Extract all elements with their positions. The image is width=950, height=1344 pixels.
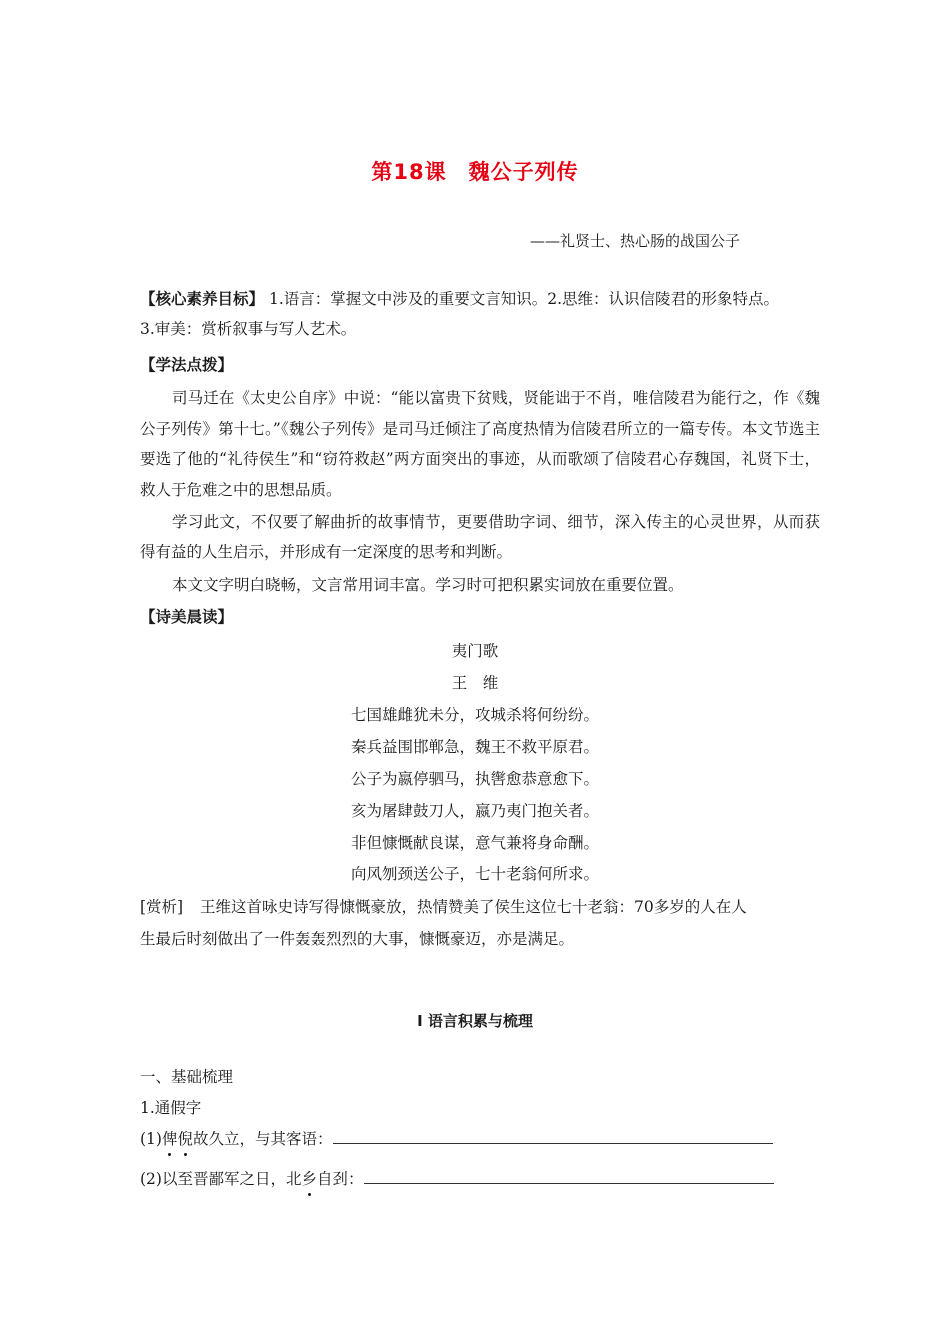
poem-title: 夷门歌 bbox=[451, 642, 499, 660]
method-label: 【学法点拨】 bbox=[140, 356, 234, 374]
poem-section-label: 【诗美晨读】 bbox=[140, 608, 234, 626]
poem-line: 公子为嬴停驷马，执辔愈恭意愈下。 bbox=[350, 770, 599, 788]
answer-blank[interactable] bbox=[333, 1129, 773, 1144]
section-heading: Ⅰ 语言积累与梳理 bbox=[417, 1012, 533, 1030]
exercise-item-1 bbox=[140, 1127, 773, 1149]
poem-author: 王 维 bbox=[451, 674, 499, 692]
poem-line: 亥为屠肆鼓刀人，嬴乃夷门抱关者。 bbox=[350, 802, 599, 820]
poem-line: 秦兵益围邯郸急，魏王不救平原君。 bbox=[350, 738, 599, 756]
appreciation-label: [赏析] bbox=[140, 898, 184, 916]
method-paragraph-3: 本文文字明白晓畅，文言常用词丰富。学习时可把积累实词放在重要位置。 bbox=[172, 576, 684, 594]
core-goals-text-2: 3.审美：赏析叙事与写人艺术。 bbox=[140, 320, 357, 338]
appreciation-text-1: 王维这首咏史诗写得慷慨豪放，热情赞美了侯生这位七十老翁：70多岁的人在人 bbox=[200, 898, 747, 916]
method-paragraph-1: 司马迁在《太史公自序》中说：“能以富贵下贫贱，贤能诎于不肖，唯信陵君为能行之，作《魏公子列传》第十七。”《魏公子列传》是司马迁倾注了高度热情为信陵君所立的一篇专传。本文节选主要选了他的“礼待侯生”和“窃符救赵”两方面突出的事迹，从而歌颂了信陵君心存魏国，礼贤下士，救人于危难之中的思想品质。 bbox=[140, 389, 820, 499]
subheading-tongjiazi: 1.通假字 bbox=[140, 1099, 202, 1117]
poem-line: 七国雄雌犹未分，攻城杀将何纷纷。 bbox=[350, 706, 599, 724]
core-goals-label: 【核心素养目标】 bbox=[140, 290, 265, 308]
item-text: 故久立，与其客语： bbox=[193, 1130, 333, 1148]
core-goals bbox=[140, 284, 820, 344]
page-subtitle: ——礼贤士、热心肠的战国公子 bbox=[530, 232, 741, 250]
page-title: 第18课 魏公子列传 bbox=[371, 160, 579, 184]
exercise-item-2 bbox=[140, 1167, 774, 1189]
method-paragraph-2: 学习此文，不仅要了解曲折的故事情节，更要借助字词、细节，深入传主的心灵世界，从而获得有益的人生启示，并形成有一定深度的思考和判断。 bbox=[140, 513, 820, 561]
core-goals-text-1: 1.语言：掌握文中涉及的重要文言知识。2.思维：认识信陵君的形象特点。 bbox=[268, 290, 780, 308]
dotted-char: 倪 bbox=[177, 1130, 193, 1148]
appreciation-text-2: 生最后时刻做出了一件轰轰烈烈的大事，慷慨豪迈，亦是满足。 bbox=[140, 930, 575, 948]
item-text: 自刭： bbox=[316, 1170, 364, 1188]
poem-line: 非但慷慨献良谋，意气兼将身命酬。 bbox=[350, 834, 599, 852]
appreciation bbox=[140, 892, 820, 922]
answer-blank[interactable] bbox=[364, 1169, 774, 1184]
item-number: (1) bbox=[140, 1130, 162, 1148]
dotted-char: 俾 bbox=[161, 1130, 178, 1148]
poem-line: 向风刎颈送公子，七十老翁何所求。 bbox=[350, 865, 599, 883]
item-text: (2)以至晋鄙军之日，北 bbox=[140, 1170, 302, 1188]
subheading-basics: 一、基础梳理 bbox=[140, 1068, 234, 1086]
dotted-char: 乡 bbox=[301, 1170, 317, 1188]
